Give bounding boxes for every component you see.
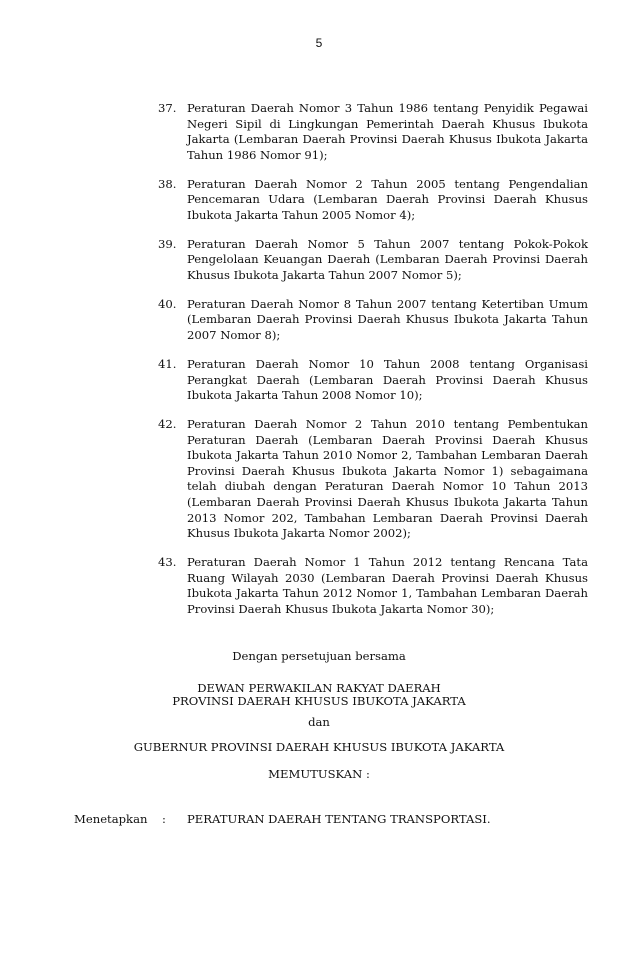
item-number: 37. <box>158 101 177 115</box>
list-item <box>158 177 588 224</box>
stipulation-colon: : <box>162 812 166 826</box>
item-text: Peraturan Daerah Nomor 2 Tahun 2005 tentang Pengendalian Pencemaran Udara (Lembaran Daerah Provinsi Daerah Khusus Ibukota Jakarta Tahun 2005 Nomor 4); <box>187 176 588 222</box>
item-text: Peraturan Daerah Nomor 8 Tahun 2007 tentang Ketertiban Umum (Lembaran Daerah Provinsi Daerah Khusus Ibukota Jakarta Tahun 2007 Nomor 8); <box>187 296 588 343</box>
item-number: 41. <box>158 356 177 371</box>
item-number: 42. <box>158 416 177 431</box>
list-item <box>158 357 588 404</box>
list-item <box>158 297 588 344</box>
item-number: 40. <box>158 296 177 311</box>
approval-intro: Dengan persetujuan bersama <box>232 649 406 663</box>
stipulation-value: PERATURAN DAERAH TENTANG TRANSPORTASI. <box>187 812 491 826</box>
list-item <box>158 417 588 542</box>
item-text: Peraturan Daerah Nomor 5 Tahun 2007 tentang Pokok-Pokok Pengelolaan Keuangan Daerah (Lembaran Daerah Provinsi Daerah Khusus Ibukota Jakarta Tahun 2007 Nomor 5); <box>187 236 588 282</box>
item-number: 43. <box>158 555 177 570</box>
council-name-line1: DEWAN PERWAKILAN RAKYAT DAERAH <box>197 681 441 695</box>
decision-heading: MEMUTUSKAN : <box>268 767 370 781</box>
governor-title: GUBERNUR PROVINSI DAERAH KHUSUS IBUKOTA JAKARTA <box>133 740 505 754</box>
list-item <box>158 237 588 284</box>
item-text: Peraturan Daerah Nomor 10 Tahun 2008 tentang Organisasi Perangkat Daerah (Lembaran Daerah Provinsi Daerah Khusus Ibukota Jakarta Tahun 2008 Nomor 10); <box>187 356 588 403</box>
conjunction: dan <box>308 715 330 729</box>
list-item <box>158 101 588 163</box>
item-number: 39. <box>158 236 177 251</box>
item-text: Peraturan Daerah Nomor 1 Tahun 2012 tentang Rencana Tata Ruang Wilayah 2030 (Lembaran Daerah Provinsi Daerah Khusus Ibukota Jakarta Tahun 2012 Nomor 1, Tambahan Lembaran Daerah Provinsi Daerah Khusus Ibukota Jakarta Nomor 30); <box>187 555 588 616</box>
item-number: 38. <box>158 176 177 191</box>
list-item <box>158 555 588 617</box>
stipulation-label: Menetapkan <box>74 812 148 826</box>
council-name-line2: PROVINSI DAERAH KHUSUS IBUKOTA JAKARTA <box>172 694 466 708</box>
page-number: 5 <box>315 36 323 50</box>
item-text: Peraturan Daerah Nomor 3 Tahun 1986 tentang Penyidik Pegawai Negeri Sipil di Lingkungan Pemerintah Daerah Khusus Ibukota Jakarta (Lembaran Daerah Provinsi Daerah Khusus Ibukota Jakarta Tahun 1986 Nomor 91); <box>187 101 588 162</box>
item-text: Peraturan Daerah Nomor 2 Tahun 2010 tentang Pembentukan Peraturan Daerah (Lembaran Daerah Provinsi Daerah Khusus Ibukota Jakarta Tahun 2010 Nomor 2, Tambahan Lembaran Daerah Provinsi Daerah Khusus Ibukota Jakarta Nomor 1) sebagaimana telah diubah dengan Peraturan Daerah Nomor 10 Tahun 2013 (Lembaran Daerah Provinsi Daerah Khusus Ibukota Jakarta Tahun 2013 Nomor 202, Tambahan Lembaran Daerah Provinsi Daerah Khusus Ibukota Jakarta Nomor 2002); <box>187 416 588 541</box>
regulation-list <box>158 101 588 631</box>
